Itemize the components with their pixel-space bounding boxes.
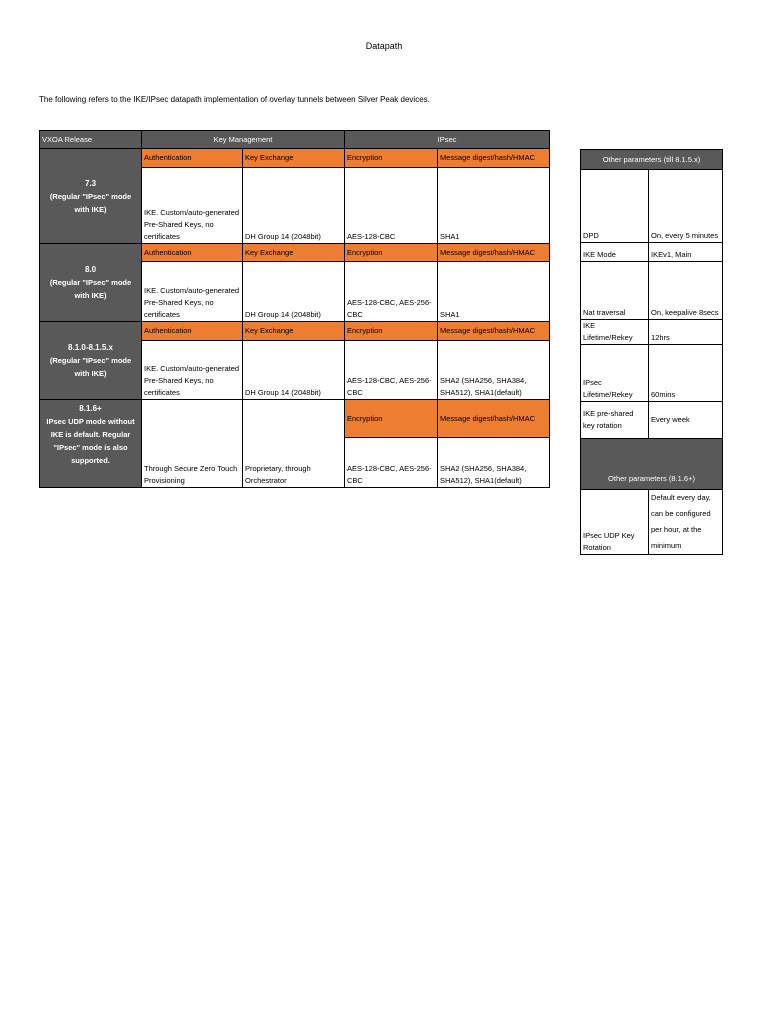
release-column-header: VXOA Release (40, 131, 142, 149)
other-parameters-table (580, 149, 723, 555)
ipsec-header: IPsec (345, 131, 550, 149)
parameter-row (581, 402, 723, 439)
digest-cell: SHA2 (SHA256, SHA384, SHA512), SHA1(default) (438, 438, 550, 488)
key-exchange-cell: DH Group 14 (2048bit) (243, 341, 345, 400)
authentication-cell: IKE. Custom/auto-generated Pre-Shared Keys, no certificates (142, 168, 243, 244)
release-note: (Regular "IPsec" mode with IKE) (49, 191, 132, 214)
encryption-subheader: Encryption (345, 400, 438, 438)
encryption-cell: AES-128-CBC, AES-256-CBC (345, 438, 438, 488)
parameter-value: IKEv1, Main (649, 243, 723, 262)
parameter-row (581, 345, 723, 402)
parameter-value: 60mins (649, 345, 723, 402)
encryption-cell: AES-128-CBC, AES-256-CBC (345, 341, 438, 400)
authentication-subheader: Authentication (142, 322, 243, 341)
digest-subheader: Message digest/hash/HMAC (438, 244, 550, 262)
parameter-row (581, 320, 723, 345)
encryption-cell: AES-128-CBC (345, 168, 438, 244)
key-management-header: Key Management (142, 131, 345, 149)
parameter-value: Default every day, can be configured per hour, at the minimum (649, 490, 723, 555)
key-exchange-subheader: Key Exchange (243, 244, 345, 262)
release-note: (Regular "IPsec" mode with IKE) (49, 356, 132, 378)
parameter-value: 12hrs (649, 320, 723, 345)
parameter-name: Nat traversal (581, 262, 649, 320)
subheader-row (40, 149, 550, 168)
parameter-row (581, 243, 723, 262)
digest-subheader: Message digest/hash/HMAC (438, 400, 550, 438)
key-exchange-subheader: Key Exchange (243, 149, 345, 168)
digest-subheader: Message digest/hash/HMAC (438, 322, 550, 341)
encryption-subheader: Encryption (345, 322, 438, 341)
datapath-table (39, 130, 550, 488)
encryption-cell: AES-128-CBC, AES-256-CBC (345, 262, 438, 322)
release-version: 8.1.6+ (79, 404, 102, 413)
parameter-value: On, every 5 minutes (649, 170, 723, 243)
authentication-cell: IKE. Custom/auto-generated Pre-Shared Keys, no certificates (142, 341, 243, 400)
key-exchange-cell: DH Group 14 (2048bit) (243, 168, 345, 244)
digest-cell: SHA2 (SHA256, SHA384, SHA512), SHA1(default) (438, 341, 550, 400)
encryption-subheader: Encryption (345, 244, 438, 262)
parameter-value: Every week (649, 402, 723, 439)
parameter-name: DPD (581, 170, 649, 243)
intro-text: The following refers to the IKE/IPsec datapath implementation of overlay tunnels between Silver Peak devices. (39, 95, 430, 104)
release-cell (40, 322, 142, 400)
page-title: Datapath (365, 41, 403, 51)
authentication-subheader: Authentication (142, 149, 243, 168)
release-cell (40, 244, 142, 322)
key-exchange-subheader: Key Exchange (243, 322, 345, 341)
parameter-name: IKE Lifetime/Rekey (581, 320, 649, 345)
digest-cell: SHA1 (438, 168, 550, 244)
key-exchange-cell: Proprietary, through Orchestrator (243, 400, 345, 488)
parameter-row (581, 262, 723, 320)
release-note: (Regular "IPsec" mode with IKE) (49, 278, 132, 300)
release-version: 7.3 (84, 178, 97, 188)
other-parameters-header-row (581, 150, 723, 170)
subheader-row (40, 400, 550, 438)
release-note: IPsec UDP mode without IKE is default. Regular "IPsec" mode is also supported. (46, 417, 135, 465)
release-version: 8.0 (84, 265, 97, 274)
digest-subheader: Message digest/hash/HMAC (438, 149, 550, 168)
parameter-name: IKE Mode (581, 243, 649, 262)
release-cell (40, 400, 142, 488)
parameter-name: IKE pre-shared key rotation (581, 402, 649, 439)
authentication-subheader: Authentication (142, 244, 243, 262)
authentication-cell: IKE. Custom/auto-generated Pre-Shared Keys, no certificates (142, 262, 243, 322)
parameter-value: On, keepalive 8secs (649, 262, 723, 320)
parameter-row (581, 490, 723, 555)
other-parameters-new-header: Other parameters (8.1.6+) (581, 439, 723, 490)
digest-cell: SHA1 (438, 262, 550, 322)
parameter-row (581, 170, 723, 243)
release-version: 8.1.0-8.1.5.x (68, 343, 113, 352)
other-parameters-header-row (581, 439, 723, 490)
subheader-row (40, 322, 550, 341)
encryption-subheader: Encryption (345, 149, 438, 168)
parameter-name: IPsec Lifetime/Rekey (581, 345, 649, 402)
parameter-name: IPsec UDP Key Rotation (581, 490, 649, 555)
release-cell (40, 149, 142, 244)
header-row (40, 131, 550, 149)
other-parameters-old-header: Other parameters (till 8.1.5.x) (581, 150, 723, 170)
subheader-row (40, 244, 550, 262)
authentication-cell: Through Secure Zero Touch Provisioning (142, 400, 243, 488)
key-exchange-cell: DH Group 14 (2048bit) (243, 262, 345, 322)
